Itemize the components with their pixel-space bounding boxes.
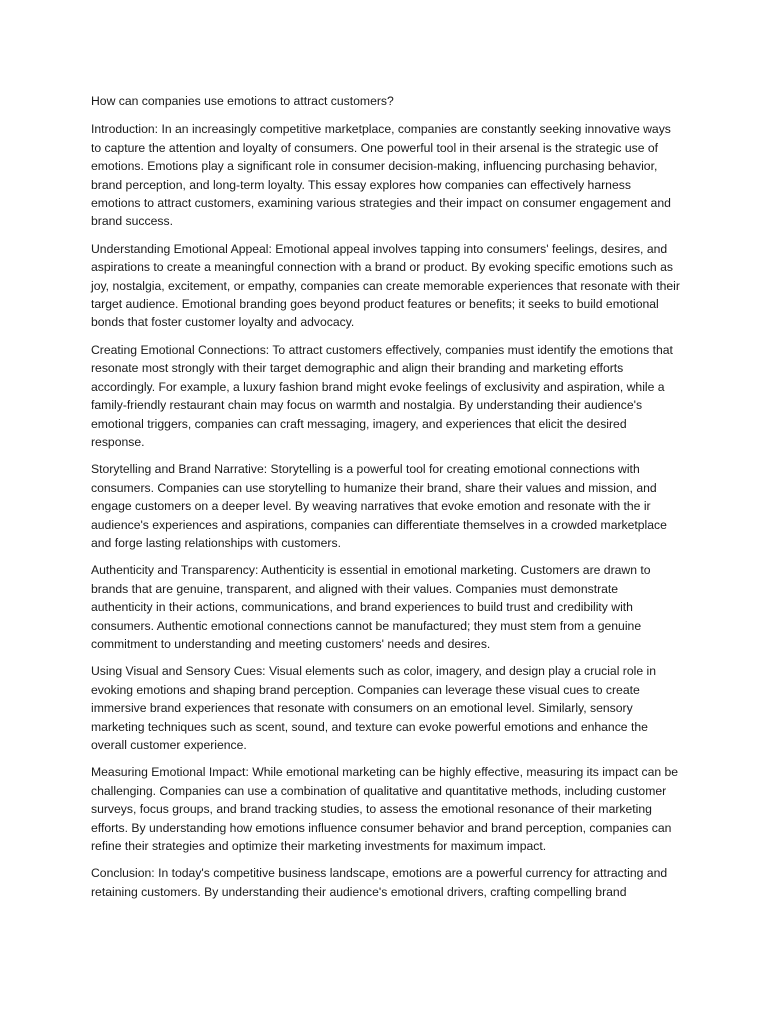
paragraph-creating-emotional-connections: Creating Emotional Connections: To attract customers effectively, companies must identify the emotions that resonate most strongly with their target demographic and align their branding and marketing efforts accordingly. For example, a luxury fashion brand might evoke feelings of exclusivity and aspiration, while a family-friendly restaurant chain may focus on warmth and nostalgia. By understanding their audience's emotional triggers, companies can craft messaging, imagery, and experiences that elicit the desired response. <box>91 342 673 449</box>
paragraph-understanding-emotional-appeal: Understanding Emotional Appeal: Emotional appeal involves tapping into consumers' feelings, desires, and aspirations to create a meaningful connection with a brand or product. By evoking specific emotions such as joy, nostalgia, excitement, or empathy, companies can create memorable experiences that resonate with their target audience. Emotional branding goes beyond product features or benefits; it seeks to build emotional bonds that foster customer loyalty and advocacy. <box>91 241 680 330</box>
document-body <box>91 92 683 910</box>
paragraph-conclusion: Conclusion: In today's competitive business landscape, emotions are a powerful currency for attracting and retaining customers. By understanding their audience's emotional drivers, crafting compelling brand <box>91 866 668 899</box>
paragraph-measuring-emotional-impact: Measuring Emotional Impact: While emotional marketing can be highly effective, measuring its impact can be challenging. Companies can use a combination of qualitative and quantitative methods, including customer surveys, focus groups, and brand tracking studies, to assess the emotional resonance of their marketing efforts. By understanding how emotions influence consumer behavior and brand perception, companies can refine their strategies and optimize their marketing investments for maximum impact. <box>91 765 679 854</box>
paragraph-visual-sensory-cues: Using Visual and Sensory Cues: Visual elements such as color, imagery, and design play a crucial role in evoking emotions and shaping brand perception. Companies can leverage these visual cues to create immersive brand experiences that resonate with consumers on an emotional level. Similarly, sensory marketing techniques such as scent, sound, and texture can evoke powerful emotions and enhance the overall customer experience. <box>91 664 656 752</box>
paragraph-authenticity-transparency: Authenticity and Transparency: Authenticity is essential in emotional marketing. Customers are drawn to brands that are genuine, transparent, and aligned with their values. Companies must demonstrate authenticity in their actions, communications, and brand experiences to build trust and credibility with consumers. Authentic emotional connections cannot be manufactured; they must stem from a genuine commitment to understanding and meeting customers' needs and desires. <box>91 563 651 651</box>
paragraph-introduction: Introduction: In an increasingly competitive marketplace, companies are constantly seeking innovative ways to capture the attention and loyalty of consumers. One powerful tool in their arsenal is the strategic use of emotions. Emotions play a significant role in consumer decision-making, influencing purchasing behavior, brand perception, and long-term loyalty. This essay explores how companies can effectively harness emotions to attract customers, examining various strategies and their impact on consumer engagement and brand success. <box>91 122 671 229</box>
document-title: How can companies use emotions to attract customers? <box>91 94 394 108</box>
paragraph-storytelling-brand-narrative: Storytelling and Brand Narrative: Storytelling is a powerful tool for creating emotional connections with consumers. Companies can use storytelling to humanize their brand, share their values and mission, and engage customers on a deeper level. By weaving narratives that evoke emotion and resonate with the ir audience's experiences and aspirations, companies can differentiate themselves in a crowded marketplace and forge lasting relationships with customers. <box>91 462 667 550</box>
